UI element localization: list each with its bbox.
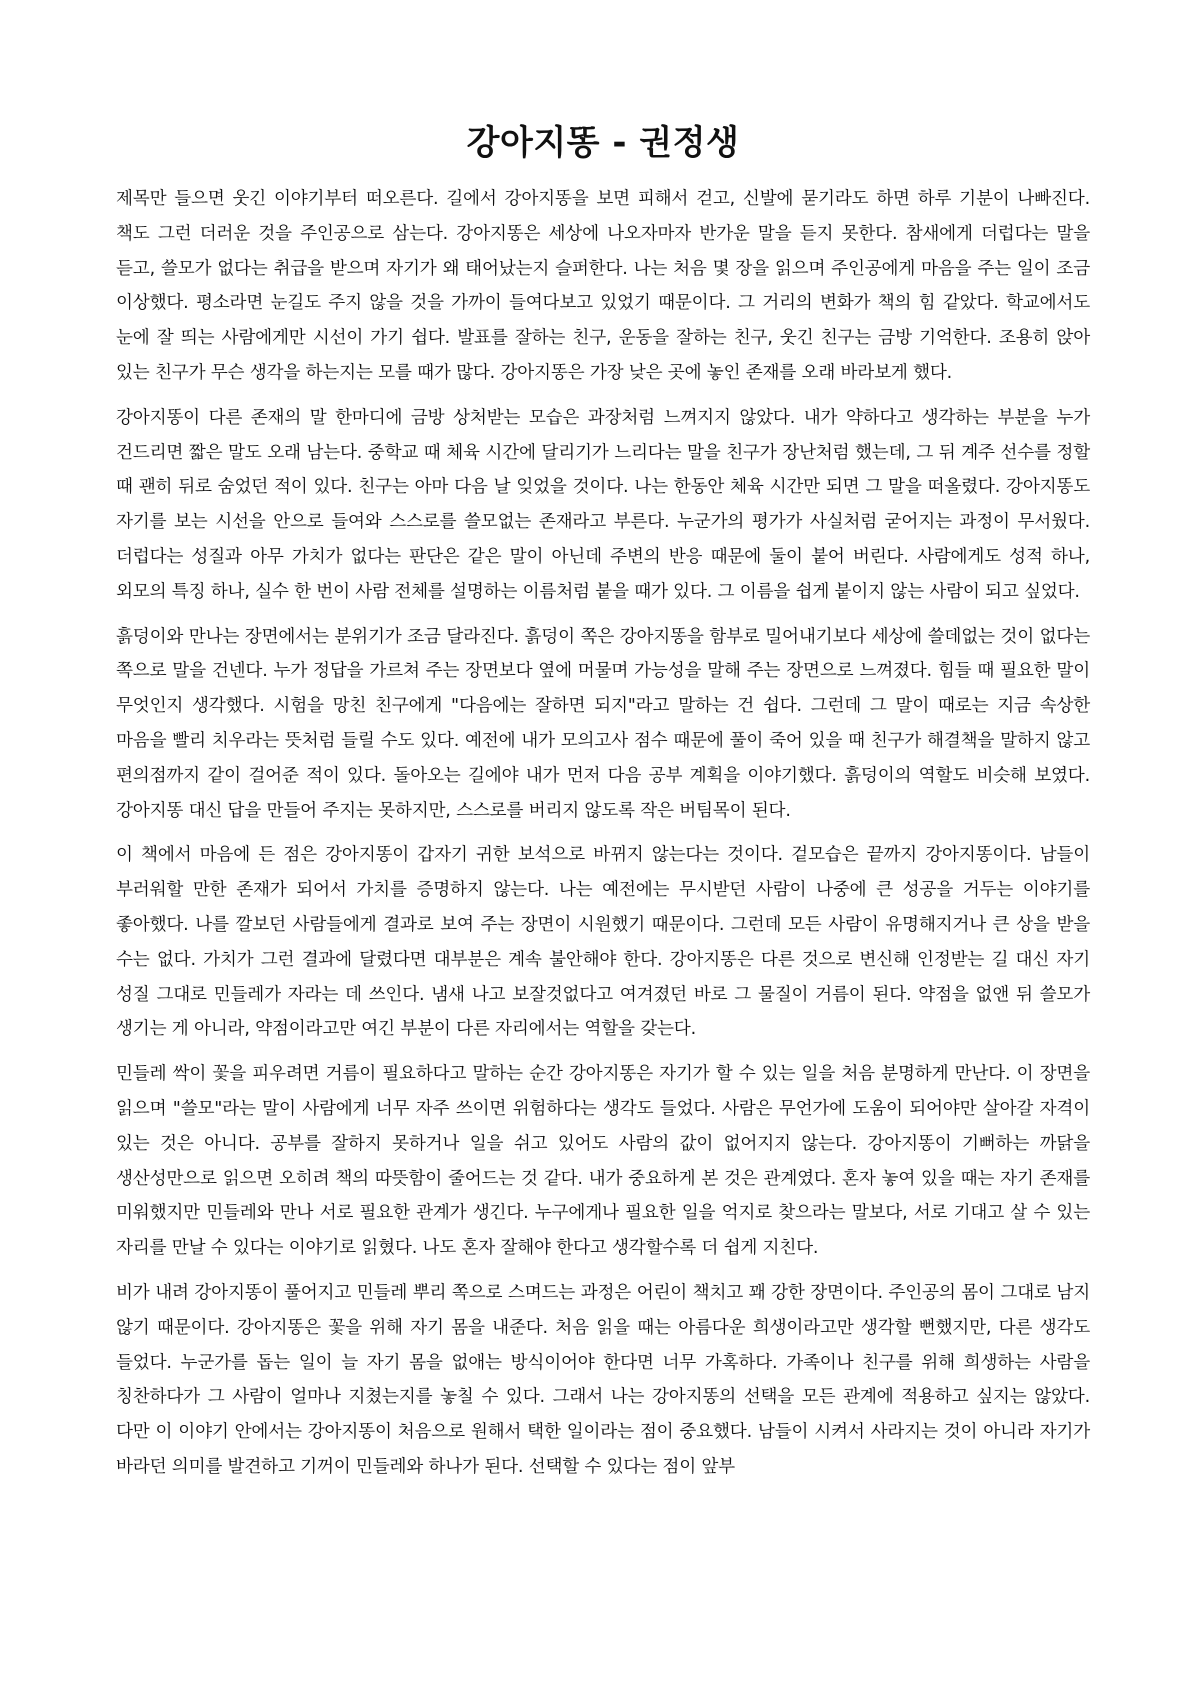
body-paragraph: 비가 내려 강아지똥이 풀어지고 민들레 뿌리 쪽으로 스며드는 과정은 어린이 책치고 꽤 강한 장면이다. 주인공의 몸이 그대로 남지 않기 때문이다. 강아지똥은 꽃을 위해 자기 몸을 내준다. 처음 읽을 때는 아름다운 희생이라고만 생각할 뻔했지만, 다른 생각도 들었다. 누군가를 돕는 일이 늘 자기 몸을 없애는 방식이어야 한다면 너무 가혹하다. 가족이나 친구를 위해 희생하는 사람을 칭찬하다가 그 사람이 얼마나 지쳤는지를 놓칠 수 있다. 그래서 나는 강아지똥의 선택을 모든 관계에 적용하고 싶지는 않았다. 다만 이 이야기 안에서는 강아지똥이 처음으로 원해서 택한 일이라는 점이 중요했다. 남들이 시켜서 사라지는 것이 아니라 자기가 바라던 의미를 발견하고 기꺼이 민들레와 하나가 된다. 선택할 수 있다는 점이 앞부	[116, 1282, 1090, 1477]
document-body	[116, 182, 1090, 1485]
body-paragraph: 흙덩이와 만나는 장면에서는 분위기가 조금 달라진다. 흙덩이 쪽은 강아지똥을 함부로 밀어내기보다 세상에 쓸데없는 것이 없다는 쪽으로 말을 건넨다. 누가 정답을 가르쳐 주는 장면보다 옆에 머물며 가능성을 말해 주는 장면으로 느껴졌다. 힘들 때 필요한 말이 무엇인지 생각했다. 시험을 망친 친구에게 "다음에는 잘하면 되지"라고 말하는 건 쉽다. 그런데 그 말이 때로는 지금 속상한 마음을 빨리 치우라는 뜻처럼 들릴 수도 있다. 예전에 내가 모의고사 점수 때문에 풀이 죽어 있을 때 친구가 해결책을 말하지 않고 편의점까지 같이 걸어준 적이 있다. 돌아오는 길에야 내가 먼저 다음 공부 계획을 이야기했다. 흙덩이의 역할도 비슷해 보였다. 강아지똥 대신 답을 만들어 주지는 못하지만, 스스로를 버리지 않도록 작은 버팀목이 된다.	[116, 626, 1090, 821]
body-paragraph: 이 책에서 마음에 든 점은 강아지똥이 갑자기 귀한 보석으로 바뀌지 않는다는 것이다. 겉모습은 끝까지 강아지똥이다. 남들이 부러워할 만한 존재가 되어서 가치를 증명하지 않는다. 나는 예전에는 무시받던 사람이 나중에 큰 성공을 거두는 이야기를 좋아했다. 나를 깔보던 사람들에게 결과로 보여 주는 장면이 시원했기 때문이다. 그런데 모든 사람이 유명해지거나 큰 상을 받을 수는 없다. 가치가 그런 결과에 달렸다면 대부분은 계속 불안해야 한다. 강아지똥은 다른 것으로 변신해 인정받는 길 대신 자기 성질 그대로 민들레가 자라는 데 쓰인다. 냄새 나고 보잘것없다고 여겨졌던 바로 그 물질이 거름이 된다. 약점을 없앤 뒤 쓸모가 생기는 게 아니라, 약점이라고만 여긴 부분이 다른 자리에서는 역할을 갖는다.	[116, 845, 1090, 1040]
document-title: 강아지똥 - 권정생	[466, 123, 740, 163]
body-paragraph: 민들레 싹이 꽃을 피우려면 거름이 필요하다고 말하는 순간 강아지똥은 자기가 할 수 있는 일을 처음 분명하게 만난다. 이 장면을 읽으며 "쓸모"라는 말이 사람에게 너무 자주 쓰이면 위험하다는 생각도 들었다. 사람은 무언가에 도움이 되어야만 살아갈 자격이 있는 것은 아니다. 공부를 잘하지 못하거나 일을 쉬고 있어도 사람의 값이 없어지지 않는다. 강아지똥이 기뻐하는 까닭을 생산성만으로 읽으면 오히려 책의 따뜻함이 줄어드는 것 같다. 내가 중요하게 본 것은 관계였다. 혼자 놓여 있을 때는 자기 존재를 미워했지만 민들레와 만나 서로 필요한 관계가 생긴다. 누구에게나 필요한 일을 억지로 찾으라는 말보다, 서로 기대고 살 수 있는 자리를 만날 수 있다는 이야기로 읽혔다. 나도 혼자 잘해야 한다고 생각할수록 더 쉽게 지친다.	[116, 1064, 1090, 1259]
body-paragraph: 강아지똥이 다른 존재의 말 한마디에 금방 상처받는 모습은 과장처럼 느껴지지 않았다. 내가 약하다고 생각하는 부분을 누가 건드리면 짧은 말도 오래 남는다. 중학교 때 체육 시간에 달리기가 느리다는 말을 친구가 장난처럼 했는데, 그 뒤 계주 선수를 정할 때 괜히 뒤로 숨었던 적이 있다. 친구는 아마 다음 날 잊었을 것이다. 나는 한동안 체육 시간만 되면 그 말을 떠올렸다. 강아지똥도 자기를 보는 시선을 안으로 들여와 스스로를 쓸모없는 존재라고 부른다. 누군가의 평가가 사실처럼 굳어지는 과정이 무서웠다. 더럽다는 성질과 아무 가치가 없다는 판단은 같은 말이 아닌데 주변의 반응 때문에 둘이 붙어 버린다. 사람에게도 성적 하나, 외모의 특징 하나, 실수 한 번이 사람 전체를 설명하는 이름처럼 붙을 때가 있다. 그 이름을 쉽게 붙이지 않는 사람이 되고 싶었다.	[116, 407, 1090, 602]
body-paragraph: 제목만 들으면 웃긴 이야기부터 떠오른다. 길에서 강아지똥을 보면 피해서 걷고, 신발에 묻기라도 하면 하루 기분이 나빠진다. 책도 그런 더러운 것을 주인공으로 삼는다. 강아지똥은 세상에 나오자마자 반가운 말을 듣지 못한다. 참새에게 더럽다는 말을 듣고, 쓸모가 없다는 취급을 받으며 자기가 왜 태어났는지 슬퍼한다. 나는 처음 몇 장을 읽으며 주인공에게 마음을 주는 일이 조금 이상했다. 평소라면 눈길도 주지 않을 것을 가까이 들여다보고 있었기 때문이다. 그 거리의 변화가 책의 힘 같았다. 학교에서도 눈에 잘 띄는 사람에게만 시선이 가기 쉽다. 발표를 잘하는 친구, 운동을 잘하는 친구, 웃긴 친구는 금방 기억한다. 조용히 앉아 있는 친구가 무슨 생각을 하는지는 모를 때가 많다. 강아지똥은 가장 낮은 곳에 놓인 존재를 오래 바라보게 했다.	[116, 189, 1090, 383]
